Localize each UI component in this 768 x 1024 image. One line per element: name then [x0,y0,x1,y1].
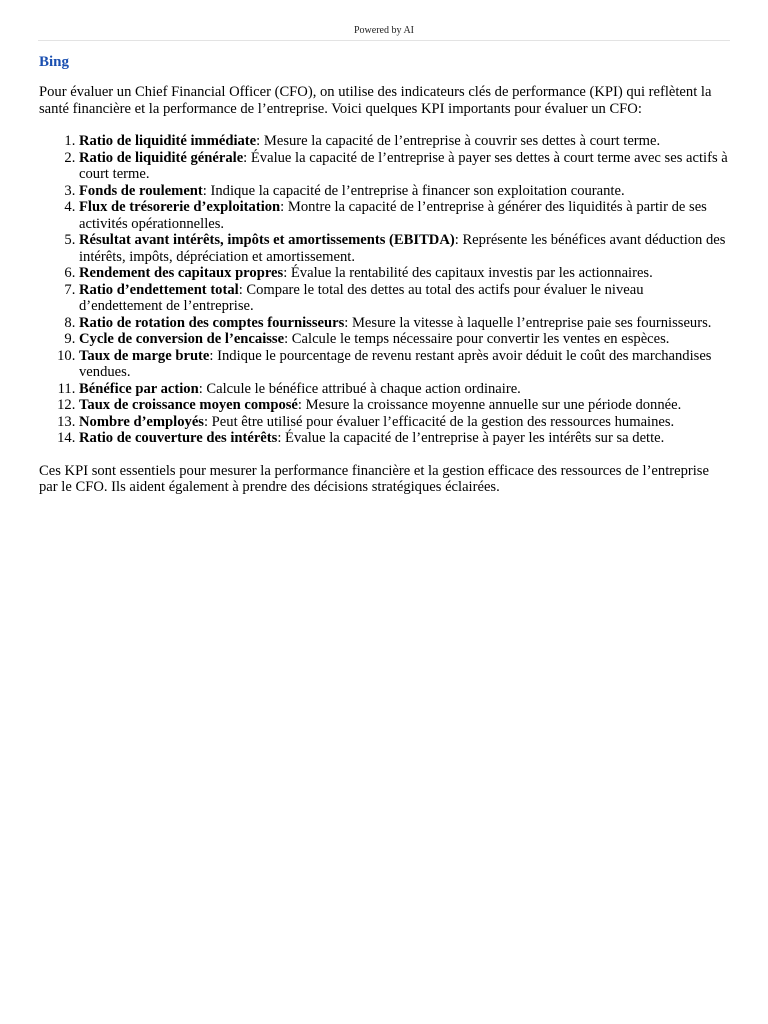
kpi-description: : Évalue la rentabilité des capitaux investis par les actionnaires. [283,265,653,281]
kpi-description: : Mesure la croissance moyenne annuelle sur une période donnée. [297,397,682,413]
kpi-item [79,282,729,315]
page-header [38,24,730,41]
kpi-description: : Indique le pourcentage de revenu restant après avoir déduit le coût des marchandises vendues. [79,347,712,380]
kpi-name: Flux de trésorerie d’exploitation [79,199,281,215]
kpi-name: Bénéfice par action [79,380,199,397]
document-body [39,52,729,496]
kpi-description: : Évalue la capacité de l’entreprise à payer les intérêts sur sa dette. [277,430,665,446]
kpi-item [79,150,729,183]
kpi-item [79,414,729,431]
kpi-item [79,183,729,200]
conclusion-paragraph: Ces KPI sont essentiels pour mesurer la performance financière et la gestion efficace des ressources de l’entreprise par le CFO. Ils aident également à prendre des décisions stratégiques éclairées. [39,462,709,495]
kpi-description: : Calcule le temps nécessaire pour convertir les ventes en espèces. [284,331,670,347]
kpi-name: Ratio de rotation des comptes fournisseurs [79,314,345,331]
kpi-name: Ratio de couverture des intérêts [79,430,278,446]
kpi-name: Ratio de liquidité générale [79,149,244,166]
kpi-description: : Évalue la capacité de l’entreprise à payer ses dettes à court terme avec ses actifs à court terme. [79,149,728,182]
kpi-item [79,133,729,150]
kpi-name: Fonds de roulement [79,182,203,199]
kpi-name: Nombre d’employés [79,413,204,430]
source-label: Bing [39,54,70,70]
kpi-item [79,348,729,381]
kpi-description: : Mesure la vitesse à laquelle l’entreprise paie ses fournisseurs. [344,314,712,331]
kpi-name: Taux de marge brute [79,347,210,364]
kpi-item [79,430,729,447]
kpi-description: : Montre la capacité de l’entreprise à générer des liquidités à partir de ses activités opérationnelles. [79,199,707,232]
kpi-item [79,315,729,332]
kpi-name: Rendement des capitaux propres [79,265,284,281]
kpi-description: : Peut être utilisé pour évaluer l’efficacité de la gestion des ressources humaines. [203,413,675,430]
kpi-name: Résultat avant intérêts, impôts et amortissements (EBITDA) [79,232,455,248]
kpi-name: Taux de croissance moyen composé [79,397,298,413]
kpi-item [79,397,729,414]
kpi-description: : Calcule le bénéfice attribué à chaque action ordinaire. [198,380,521,397]
kpi-item [79,381,729,398]
kpi-description: : Représente les bénéfices avant déduction des intérêts, impôts, dépréciation et amortissement. [79,232,726,265]
kpi-name: Cycle de conversion de l’encaisse [79,331,285,347]
kpi-description: : Mesure la capacité de l’entreprise à couvrir ses dettes à court terme. [256,133,661,149]
intro-paragraph: Pour évaluer un Chief Financial Officer (CFO), on utilise des indicateurs clés de performance (KPI) qui reflètent la santé financière et la performance de l’entreprise. Voici quelques KPI importants pour évaluer un CFO: [39,84,712,117]
kpi-description: : Compare le total des dettes au total des actifs pour évaluer le niveau d’endettement de l’entreprise. [79,281,644,314]
kpi-name: Ratio d’endettement total [79,281,239,298]
kpi-item [79,265,729,282]
kpi-item [79,199,729,232]
kpi-description: : Indique la capacité de l’entreprise à financer son exploitation courante. [202,182,625,199]
powered-by-label: Powered by AI [354,25,414,36]
kpi-item [79,232,729,265]
kpi-name: Ratio de liquidité immédiate [79,133,257,149]
kpi-list [39,133,729,447]
kpi-item [79,331,729,348]
